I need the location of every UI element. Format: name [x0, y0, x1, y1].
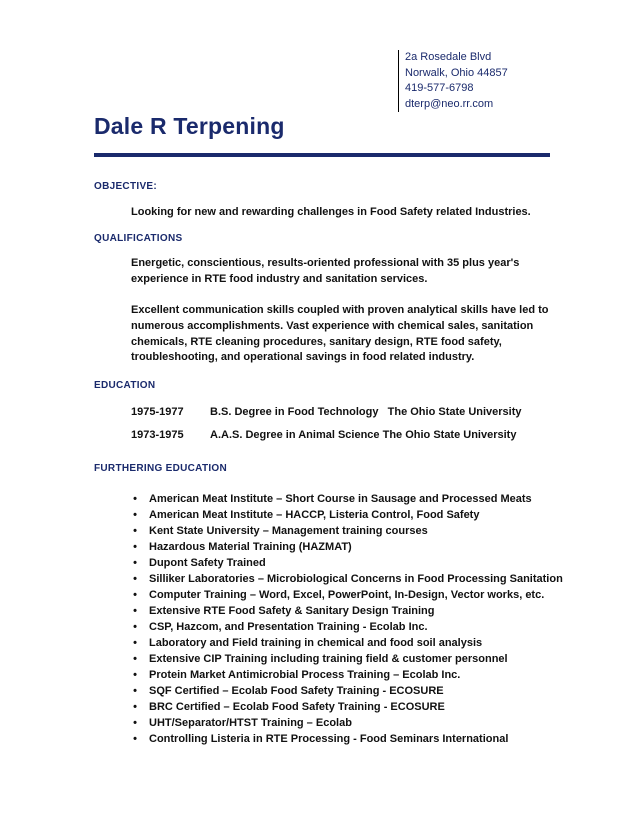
list-item	[131, 539, 591, 555]
list-item	[131, 699, 591, 715]
bullet-icon: •	[133, 541, 137, 553]
list-item-text: Controlling Listeria in RTE Processing - Food Seminars International	[149, 733, 509, 745]
education-entry	[131, 429, 516, 441]
bullet-icon: •	[133, 525, 137, 537]
furthering-education-heading: FURTHERING EDUCATION	[94, 463, 228, 474]
list-item-text: Extensive CIP Training including training field & customer personnel	[149, 653, 508, 665]
contact-city: Norwalk, Ohio 44857	[405, 66, 508, 79]
list-item-text: American Meat Institute – HACCP, Listeria Control, Food Safety	[149, 509, 480, 521]
contact-block	[398, 50, 585, 112]
list-item	[131, 667, 591, 683]
bullet-icon: •	[133, 605, 137, 617]
bullet-icon: •	[133, 637, 137, 649]
list-item	[131, 491, 591, 507]
list-item	[131, 635, 591, 651]
bullet-icon: •	[133, 733, 137, 745]
list-item-text: Laboratory and Field training in chemical and food soil analysis	[149, 637, 483, 649]
contact-phone: 419-577-6798	[405, 82, 474, 94]
list-item-text: BRC Certified – Ecolab Food Safety Training - ECOSURE	[149, 701, 445, 713]
bullet-icon: •	[133, 653, 137, 665]
objective-text: Looking for new and rewarding challenges in Food Safety related Industries.	[131, 206, 531, 218]
qualifications-paragraph: Excellent communication skills coupled with proven analytical skills have led to numerous accomplishments. Vast experience with chemical sales, sanitation chemicals, RTE cleaning procedures, sanitary design, RTE food safety, troubleshooting, and operational savings in food related industry.	[131, 304, 549, 364]
bullet-icon: •	[133, 557, 137, 569]
education-years: 1973-1975	[131, 429, 184, 441]
bullet-icon: •	[133, 669, 137, 681]
list-item	[131, 555, 591, 571]
list-item	[131, 731, 591, 747]
furthering-education-list	[131, 491, 591, 747]
list-item	[131, 619, 591, 635]
education-detail: B.S. Degree in Food Technology The Ohio State University	[210, 406, 522, 418]
education-heading: EDUCATION	[94, 380, 156, 391]
list-item	[131, 715, 591, 731]
list-item-text: Kent State University – Management training courses	[149, 525, 428, 537]
list-item	[131, 683, 591, 699]
list-item	[131, 507, 591, 523]
list-item	[131, 587, 591, 603]
bullet-icon: •	[133, 493, 137, 505]
list-item-text: Silliker Laboratories – Microbiological Concerns in Food Processing Sanitation	[149, 573, 563, 585]
list-item-text: UHT/Separator/HTST Training – Ecolab	[149, 717, 352, 729]
qualifications-paragraph: Energetic, conscientious, results-oriented professional with 35 plus year's experience in RTE food industry and sanitation services.	[131, 257, 520, 285]
resume-name: Dale R Terpening	[94, 113, 285, 139]
bullet-icon: •	[133, 685, 137, 697]
list-item	[131, 651, 591, 667]
list-item-text: American Meat Institute – Short Course in Sausage and Processed Meats	[149, 493, 532, 505]
list-item	[131, 603, 591, 619]
bullet-icon: •	[133, 621, 137, 633]
list-item-text: Computer Training – Word, Excel, PowerPoint, In-Design, Vector works, etc.	[149, 589, 545, 601]
name-underline-rule	[94, 153, 550, 157]
bullet-icon: •	[133, 509, 137, 521]
list-item-text: CSP, Hazcom, and Presentation Training - Ecolab Inc.	[149, 621, 428, 633]
bullet-icon: •	[133, 589, 137, 601]
list-item-text: Hazardous Material Training (HAZMAT)	[149, 541, 352, 553]
bullet-icon: •	[133, 717, 137, 729]
list-item-text: Protein Market Antimicrobial Process Training – Ecolab Inc.	[149, 669, 461, 681]
education-entry	[131, 406, 522, 418]
list-item	[131, 523, 591, 539]
bullet-icon: •	[133, 701, 137, 713]
objective-heading: OBJECTIVE:	[94, 181, 158, 192]
contact-street: 2a Rosedale Blvd	[405, 51, 492, 63]
education-years: 1975-1977	[131, 406, 184, 418]
list-item-text: Extensive RTE Food Safety & Sanitary Design Training	[149, 605, 435, 617]
list-item	[131, 571, 591, 587]
list-item-text: Dupont Safety Trained	[149, 557, 266, 569]
education-detail: A.A.S. Degree in Animal Science The Ohio State University	[210, 429, 517, 441]
qualifications-heading: QUALIFICATIONS	[94, 233, 183, 244]
contact-email: dterp@neo.rr.com	[405, 97, 494, 110]
bullet-icon: •	[133, 573, 137, 585]
list-item-text: SQF Certified – Ecolab Food Safety Training - ECOSURE	[149, 685, 444, 697]
